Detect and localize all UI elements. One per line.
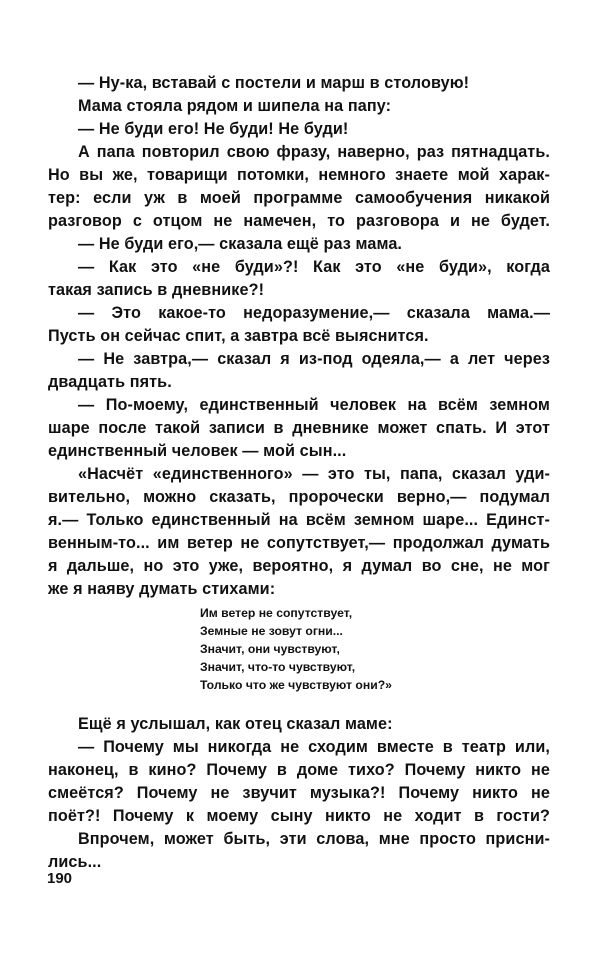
text-line: — Это какое-то недоразумение,— сказала мама.—: [78, 304, 550, 322]
verse-line: Значит, они чувствуют,: [200, 642, 340, 656]
text-line: я дальше, но это уже, вероятно, я думал во сне, не мог: [48, 557, 550, 575]
text-line: двадцать пять.: [48, 373, 172, 391]
text-line: вительно, можно сказать, пророчески верно,— подумал: [48, 488, 550, 506]
verse-line: Им ветер не сопутствует,: [200, 606, 353, 620]
page-number: 190: [47, 870, 73, 887]
text-line: Ещё я услышал, как отец сказал маме:: [78, 715, 393, 733]
text-line: тер: если уж в моей программе самообучения никакой: [48, 189, 550, 207]
text-line: поёт?! Почему к моему сыну никто не ходит в гости?: [48, 807, 550, 825]
text-line: — По-моему, единственный человек на всём земном: [78, 396, 550, 414]
text-line: Но вы же, товарищи потомки, немного знаете мой харак-: [48, 166, 550, 184]
text-line: Впрочем, может быть, эти слова, мне просто присни-: [78, 830, 550, 848]
text-line: Мама стояла рядом и шипела на папу:: [78, 97, 392, 115]
text-line: «Насчёт «единственного» — это ты, папа, сказал уди-: [78, 465, 550, 483]
text-line: разговор с отцом не намечен, то разговора и не будет.: [48, 212, 550, 230]
text-line: же я наяву думать стихами:: [48, 580, 276, 598]
verse-line: Земные не зовут огни...: [200, 624, 343, 638]
text-line: такая запись в дневнике?!: [48, 281, 265, 299]
text-line: — Ну-ка, вставай с постели и марш в столовую!: [78, 74, 470, 92]
text-line: А папа повторил свою фразу, наверно, раз пятнадцать.: [78, 143, 550, 161]
text-line: лись...: [48, 853, 102, 871]
text-line: я.— Только единственный на всём земном шаре... Единст-: [48, 511, 550, 529]
verse-line: Значит, что-то чувствуют,: [200, 660, 356, 674]
text-line: — Не буди его,— сказала ещё раз мама.: [78, 235, 403, 253]
text-line: Пусть он сейчас спит, а завтра всё выяснится.: [48, 327, 429, 345]
text-line: смеётся? Почему не звучит музыка?! Почему никто не: [48, 784, 550, 802]
text-line: венным-то... им ветер не сопутствует,— продолжал думать: [48, 534, 550, 552]
text-line: единственный человек — мой сын...: [48, 442, 347, 460]
text-line: — Почему мы никогда не сходим вместе в театр или,: [78, 738, 550, 756]
verse-line: Только что же чувствуют они?»: [200, 678, 392, 692]
text-line: наконец, в кино? Почему в доме тихо? Почему никто не: [48, 761, 550, 779]
text-line: шаре после такой записи в дневнике может спать. И этот: [48, 419, 550, 437]
text-line: — Как это «не буди»?! Как это «не буди», когда: [78, 258, 550, 276]
text-line: — Не буди его! Не буди! Не буди!: [78, 120, 349, 138]
text-line: — Не завтра,— сказал я из-под одеяла,— а лет через: [78, 350, 550, 368]
